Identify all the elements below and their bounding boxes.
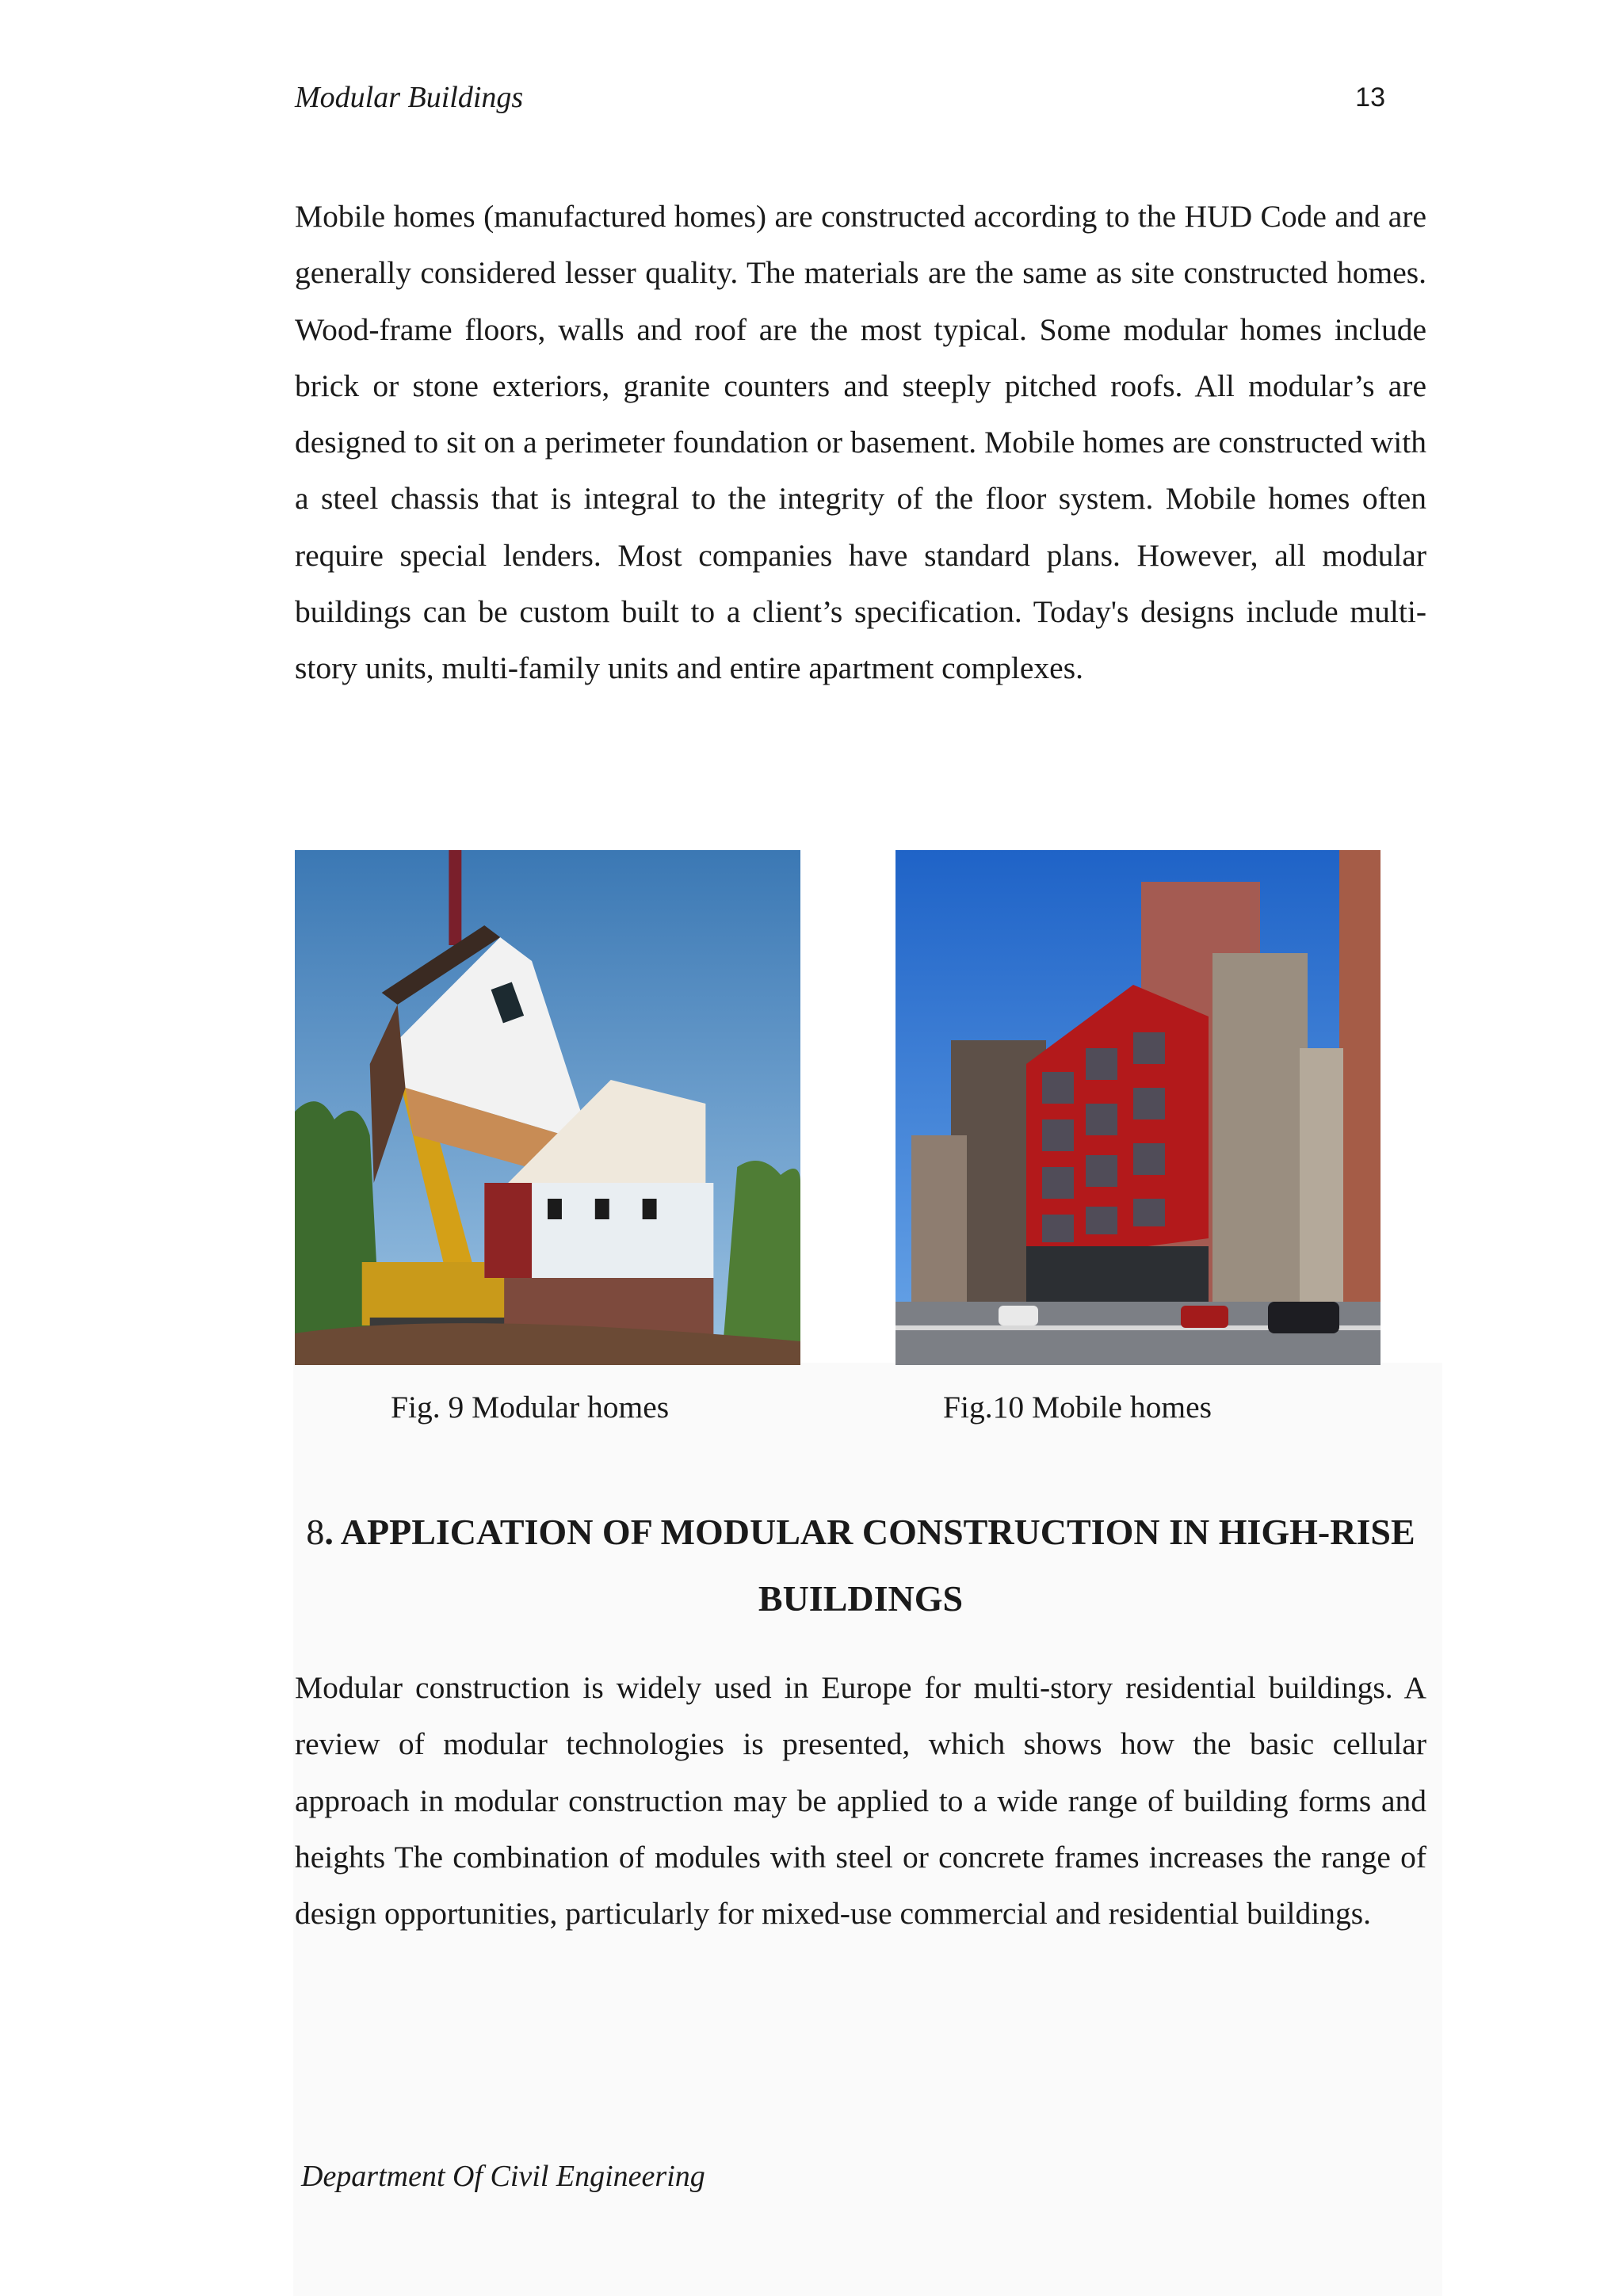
body-paragraph-1: Mobile homes (manufactured homes) are constructed according to the HUD Code and are generally considered lesser quality. The materials are the same as site constructed homes. Wood-frame floors, walls and roof are the most typical. Some modular homes include brick or stone exteriors, granite counters and steeply pitched roofs. All modular’s are designed to sit on a perimeter foundation or basement. Mobile homes are constructed with a steel chassis that is integral to the integrity of the floor system. Mobile homes often require special lenders. Most companies have standard plans. However, all modular buildings can be custom built to a client’s specification. Today's designs include multi-story units, multi-family units and entire apartment complexes. [295,199,1426,686]
section-number: 8 [306,1512,325,1552]
figure-9-modular-home-photo [295,850,800,1365]
running-header-title: Modular Buildings [295,81,524,114]
section-title: . APPLICATION OF MODULAR CONSTRUCTION IN HIGH-RISE BUILDINGS [324,1512,1415,1619]
body-paragraph-2: Modular construction is widely used in Europe for multi-story residential buildings. A review of modular technologies is presented, which shows how the basic cellular approach in modular construction may be applied to a wide range of building forms and heights The combination of modules with steel or concrete frames increases the range of design opportunities, particularly for mixed-use commercial and residential buildings. [295,1670,1426,1932]
page-number: 13 [1355,82,1385,113]
figure-10-mobile-home-building-photo [896,850,1381,1365]
section-heading [295,1499,1426,1632]
figure-9-caption: Fig. 9 Modular homes [391,1390,670,1425]
footer-department: Department Of Civil Engineering [301,2160,705,2193]
figure-10-caption: Fig.10 Mobile homes [943,1390,1212,1425]
